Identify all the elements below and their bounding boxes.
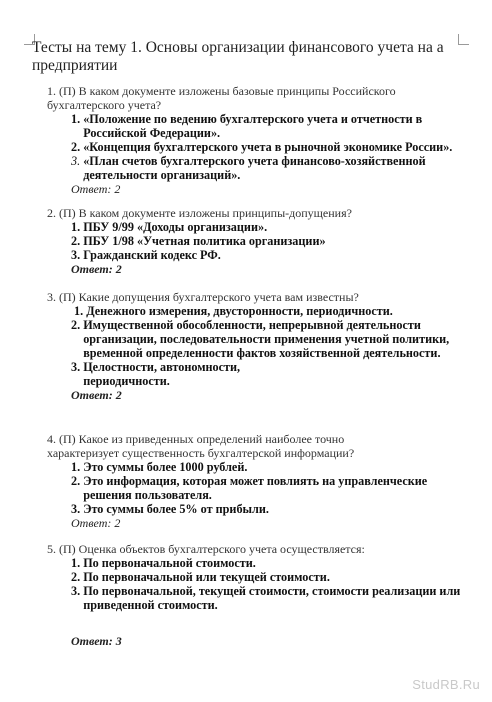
option-text: Денежного измерения, двусторонности, периодичности.: [86, 304, 393, 318]
option-number: 2.: [71, 318, 84, 332]
option-text: Это суммы более 1000 рублей.: [83, 460, 248, 474]
option-item: [71, 304, 467, 318]
option-item: [71, 140, 467, 154]
option-number: 1.: [71, 220, 84, 234]
options-list: [71, 460, 467, 516]
option-number: 3.: [71, 360, 84, 374]
option-text: ПБУ 1/98 «Учетная политика организации»: [83, 234, 326, 248]
option-item: [71, 474, 467, 502]
option-text: «План счетов бухгалтерского учета финансово-хозяйственной деятельности организаций».: [83, 154, 426, 182]
option-item: [71, 318, 467, 360]
option-item: [71, 584, 467, 612]
answer-label: Ответ: 2: [71, 262, 122, 276]
option-text: По первоначальной или текущей стоимости.: [83, 570, 330, 584]
option-text: Гражданский кодекс РФ.: [83, 248, 221, 262]
option-item: [71, 460, 467, 474]
option-number: 3.: [71, 584, 84, 598]
option-text: Целостности, автономности, периодичности.: [83, 360, 241, 388]
option-number: 2.: [71, 140, 84, 154]
option-number: 1.: [71, 304, 87, 318]
question-5: [47, 542, 467, 648]
answer-label: Ответ: 2: [71, 516, 121, 530]
question-text: 1. (П) В каком документе изложены базовые принципы Российского бухгалтерского учета?: [47, 84, 396, 112]
option-number: 2.: [71, 474, 84, 488]
question-2: [47, 206, 467, 276]
option-text: По первоначальной стоимости.: [83, 556, 256, 570]
option-text: Имущественной обособленности, непрерывной деятельности организации, последовательности применения учетной политики, временной определенности фактов хозяйственной деятельности.: [83, 318, 450, 360]
question-3: [47, 290, 467, 402]
answer-label: Ответ: 2: [71, 388, 122, 402]
question-text: 5. (П) Оценка объектов бухгалтерского учета осуществляется:: [47, 542, 365, 556]
question-text: 4. (П) Какое из приведенных определений наиболее точно характеризует существенность бухгалтерской информации?: [47, 432, 355, 460]
option-item: [71, 248, 467, 262]
option-text: Это информация, которая может повлиять на управленческие решения пользователя.: [83, 474, 428, 502]
options-list: [71, 304, 467, 388]
option-number: 3.: [71, 154, 84, 168]
options-list: [71, 220, 467, 262]
option-text: ПБУ 9/99 «Доходы организации».: [83, 220, 268, 234]
option-item: [71, 112, 467, 140]
question-text: 3. (П) Какие допущения бухгалтерского учета вам известны?: [47, 290, 359, 304]
option-item: [71, 220, 467, 234]
option-number: 1.: [71, 556, 84, 570]
answer-label: Ответ: 3: [71, 634, 122, 648]
options-list: [71, 112, 467, 182]
option-item: [71, 154, 467, 182]
option-item: [71, 234, 467, 248]
watermark: StudRB.Ru: [412, 677, 480, 692]
option-number: 1.: [71, 460, 84, 474]
question-text: 2. (П) В каком документе изложены принципы-допущения?: [47, 206, 352, 220]
option-number: 1.: [71, 112, 84, 126]
option-item: [71, 556, 467, 570]
option-item: [71, 502, 467, 516]
option-text: По первоначальной, текущей стоимости, стоимости реализации или приведенной стоимости.: [83, 584, 461, 612]
option-number: 3.: [71, 248, 84, 262]
option-text: «Положение по ведению бухгалтерского учета и отчетности в Российской Федерации».: [83, 112, 423, 140]
option-number: 2.: [71, 234, 84, 248]
option-item: [71, 570, 467, 584]
margin-mark-top-right: [458, 34, 469, 45]
option-text: Это суммы более 5% от прибыли.: [83, 502, 269, 516]
option-text: «Концепция бухгалтерского учета в рыночной экономике России».: [83, 140, 453, 154]
question-1: [47, 84, 467, 196]
option-number: 2.: [71, 570, 84, 584]
option-number: 3.: [71, 502, 84, 516]
answer-label: Ответ: 2: [71, 182, 121, 196]
option-item: [71, 360, 271, 388]
document-title: Тесты на тему 1. Основы организации финансового учета на а предприятии: [32, 39, 444, 74]
options-list: [71, 556, 467, 612]
question-4: [47, 432, 467, 530]
